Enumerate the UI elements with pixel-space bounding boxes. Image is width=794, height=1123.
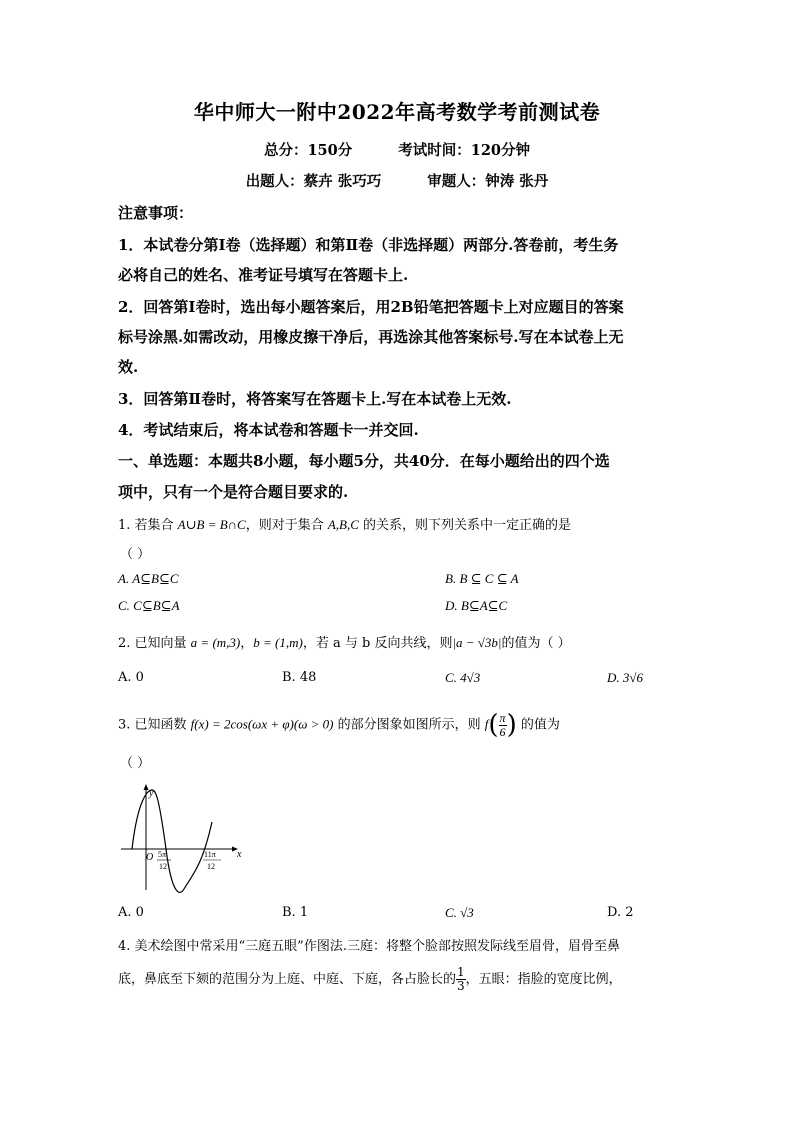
q1-condition: A∪B = B∩C <box>177 517 246 532</box>
q4-fraction <box>456 966 466 993</box>
q3-option-b: B. 1 <box>282 905 309 920</box>
q3-right-paren: ) <box>506 710 517 740</box>
question-3-stem <box>118 710 560 740</box>
q3-f: f <box>484 716 489 732</box>
question-1-stem <box>118 514 571 533</box>
question-setters: 出题人：蔡卉 张巧巧 <box>245 173 382 190</box>
q1-option-c: C. C⊆B⊆A <box>118 598 180 613</box>
q1-middle: ，则对于集合 <box>245 518 328 533</box>
q3-frac-num: π <box>499 710 506 725</box>
exam-info-row <box>0 139 794 160</box>
q3-function: f(x) = 2cos(ωx + φ)(ω > 0) <box>190 716 334 732</box>
y-axis-arrow <box>144 784 149 790</box>
tick-5pi-den: 12 <box>159 862 167 871</box>
q4-line-2-pre: 底，鼻底至下颏的范围分为上庭、中庭、下庭，各占脸长的 <box>118 972 457 987</box>
q3-fraction <box>499 712 507 739</box>
q1-prefix: 1. 若集合 <box>118 518 178 533</box>
q2-vector-a: a = (m,3) <box>190 635 241 650</box>
q3-left-paren: ( <box>488 710 499 740</box>
note-2-line-3: 效. <box>118 358 139 376</box>
section-heading-line-2: 项中，只有一个是符合题目要求的. <box>118 483 349 501</box>
q3-frac-den: 6 <box>499 724 506 739</box>
q4-frac-num: 1 <box>457 965 465 979</box>
q3-answer-blank: （ ） <box>120 756 151 771</box>
q2-prefix: 2. 已知向量 <box>118 636 191 651</box>
q1-option-d: D. B⊆A⊆C <box>445 598 508 613</box>
q3-option-c: C. √3 <box>445 905 474 920</box>
q4-line-2 <box>118 966 622 993</box>
x-axis-label: x <box>237 849 242 860</box>
q2-sep: ， <box>240 636 254 651</box>
q2-option-b: B. 48 <box>282 670 317 685</box>
q2-expression: |a − √3b| <box>452 635 502 650</box>
q2-suffix: 的值为（ ） <box>501 636 571 651</box>
q1-suffix: 的关系，则下列关系中一定正确的是 <box>358 518 572 533</box>
q2-option-d: D. 3√6 <box>607 670 644 685</box>
q4-frac-den: 3 <box>457 979 465 993</box>
q1-option-b: B. B ⊆ C ⊆ A <box>445 571 519 586</box>
note-4: 4．考试结束后，将本试卷和答题卡一并交回. <box>118 421 419 439</box>
q3-prefix: 3. 已知函数 <box>118 717 191 733</box>
note-2-line-2: 标号涂黑.如需改动，用橡皮擦干净后，再选涂其他答案标号.写在本试卷上无 <box>118 328 624 346</box>
tick-11pi-den: 12 <box>207 862 215 871</box>
q2-vector-b: b = (1,m) <box>253 635 303 650</box>
section-heading-line-1: 一、单选题：本题共8小题，每小题5分，共40分．在每小题给出的四个选 <box>118 452 610 470</box>
q3-option-d: D. 2 <box>607 905 634 920</box>
note-1-line-1: 1．本试卷分第Ⅰ卷（选择题）和第Ⅱ卷（非选择题）两部分.答卷前，考生务 <box>118 236 619 254</box>
exam-title: 华中师大一附中2022年高考数学考前测试卷 <box>193 100 601 124</box>
q2-option-c: C. 4√3 <box>445 670 481 685</box>
note-1-line-2: 必将自己的姓名、准考证号填写在答题卡上. <box>118 266 409 284</box>
exam-staff-row <box>0 170 794 191</box>
y-axis-label: y <box>149 788 154 799</box>
q1-option-a: A. A⊆B⊆C <box>118 571 179 586</box>
q4-line-2-post: ，五眼：指脸的宽度比例， <box>465 972 622 987</box>
note-3: 3．回答第Ⅱ卷时，将答案写在答题卡上.写在本试卷上无效. <box>118 390 512 408</box>
question-reviewers: 审题人：钟涛 张丹 <box>427 173 549 190</box>
q3-option-a: A. 0 <box>118 905 144 920</box>
q3-middle: 的部分图象如图所示，则 <box>333 717 485 733</box>
notes-heading: 注意事项： <box>118 204 194 222</box>
q2-middle: ，若 a 与 b 反向共线，则 <box>302 636 453 651</box>
note-2-line-1: 2．回答第Ⅰ卷时，选出每小题答案后，用2B铅笔把答题卡上对应题目的答案 <box>118 298 624 316</box>
cosine-curve <box>132 790 212 892</box>
q1-sets: A,B,C <box>327 517 359 532</box>
q1-answer-blank: （ ） <box>120 547 151 562</box>
exam-time: 考试时间：120分钟 <box>398 142 531 159</box>
tick-11pi-num: 11π <box>204 850 216 859</box>
origin-label: O <box>146 852 154 863</box>
q2-option-a: A. 0 <box>118 670 144 685</box>
tick-5pi-num: 5π <box>158 850 167 859</box>
q3-cosine-graph <box>118 778 248 893</box>
q3-suffix: 的值为 <box>516 717 560 733</box>
total-score: 总分：150分 <box>263 142 353 159</box>
q4-line-1: 4. 美术绘图中常采用“三庭五眼”作图法.三庭：将整个脸部按照发际线至眉骨，眉骨至鼻 <box>118 939 620 954</box>
question-2-stem <box>118 632 571 651</box>
